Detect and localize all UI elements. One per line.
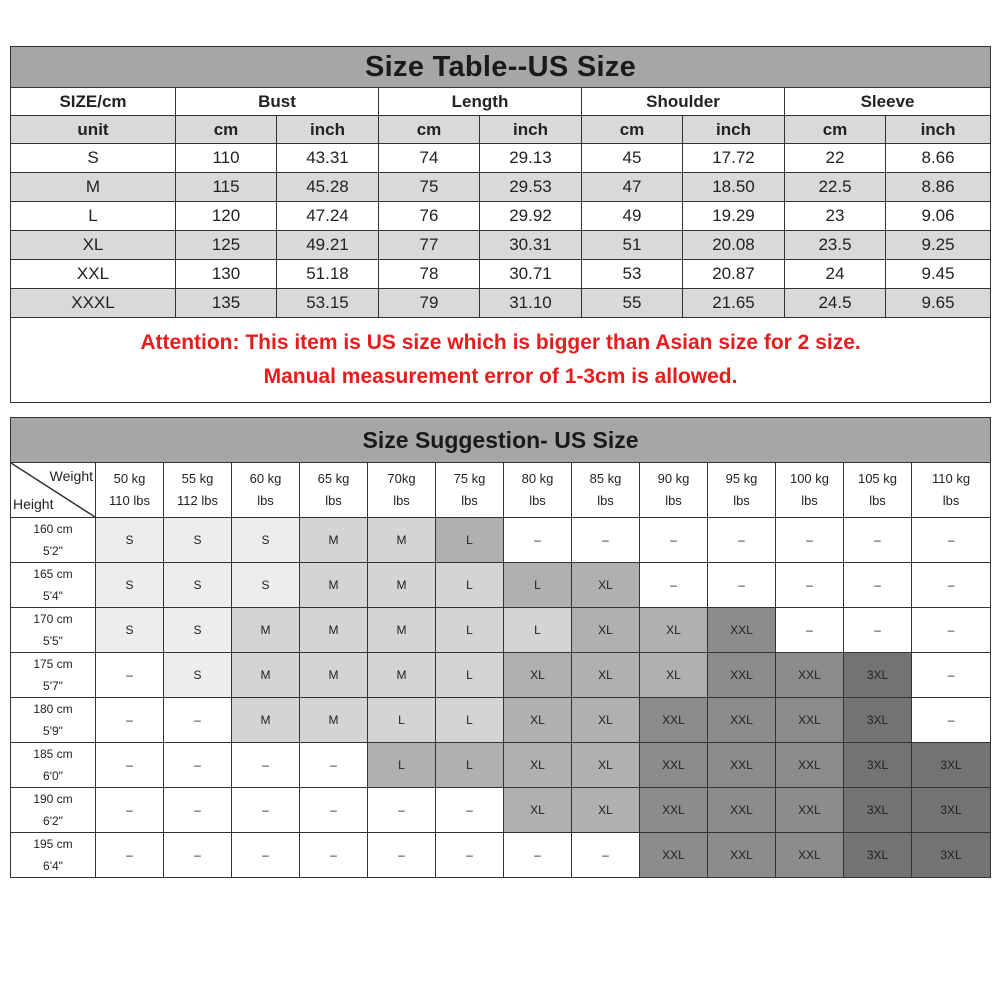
weight-header-row xyxy=(11,463,991,518)
size-label: XXXL xyxy=(11,289,176,318)
size-suggestion-table xyxy=(10,417,991,878)
suggested-size-cell: – xyxy=(912,563,991,608)
suggested-size-cell: XXL xyxy=(776,788,844,833)
measurement-cell: 45.28 xyxy=(277,173,379,202)
suggested-size-cell: – xyxy=(96,743,164,788)
height-label-cell xyxy=(11,563,96,608)
suggested-size-cell: – xyxy=(164,788,232,833)
unit-cell: cm xyxy=(176,116,277,144)
measurement-cell: 20.87 xyxy=(683,260,785,289)
suggested-size-cell: M xyxy=(300,608,368,653)
size-row xyxy=(11,231,991,260)
measurement-cell: 17.72 xyxy=(683,144,785,173)
suggested-size-cell: XL xyxy=(504,653,572,698)
suggested-size-cell: 3XL xyxy=(912,788,991,833)
suggested-size-cell: M xyxy=(300,518,368,563)
suggested-size-cell: – xyxy=(164,743,232,788)
suggested-size-cell: S xyxy=(232,518,300,563)
weight-height-corner xyxy=(11,463,96,518)
weight-lbs: 110 lbs xyxy=(109,493,150,508)
suggested-size-cell: S xyxy=(164,563,232,608)
suggested-size-cell: S xyxy=(232,563,300,608)
suggested-size-cell: S xyxy=(164,518,232,563)
suggested-size-cell: – xyxy=(436,788,504,833)
unit-cell: inch xyxy=(683,116,785,144)
height-ft: 6'0" xyxy=(43,769,63,783)
suggested-size-cell: M xyxy=(368,518,436,563)
suggested-size-cell: S xyxy=(96,518,164,563)
weight-lbs: lbs xyxy=(393,493,410,508)
measurement-cell: 79 xyxy=(379,289,480,318)
suggested-size-cell: M xyxy=(300,653,368,698)
measurement-cell: 55 xyxy=(582,289,683,318)
suggested-size-cell: XXL xyxy=(708,608,776,653)
size-label: XL xyxy=(11,231,176,260)
suggested-size-cell: – xyxy=(96,698,164,743)
suggested-size-cell: M xyxy=(232,653,300,698)
suggested-size-cell: – xyxy=(368,788,436,833)
weight-header-cell xyxy=(232,463,300,518)
suggested-size-cell: M xyxy=(368,653,436,698)
suggested-size-cell: – xyxy=(232,833,300,878)
size-row xyxy=(11,202,991,231)
suggested-size-cell: – xyxy=(776,608,844,653)
weight-lbs: lbs xyxy=(597,493,614,508)
suggested-size-cell: M xyxy=(368,608,436,653)
corner-weight-label: Weight xyxy=(49,468,93,484)
size-table-section xyxy=(10,46,990,403)
suggested-size-cell: – xyxy=(708,518,776,563)
suggested-size-cell: XL xyxy=(572,563,640,608)
size-label: XXL xyxy=(11,260,176,289)
height-row xyxy=(11,743,991,788)
weight-lbs: lbs xyxy=(733,493,750,508)
height-ft: 5'2" xyxy=(43,544,63,558)
suggested-size-cell: XXL xyxy=(708,833,776,878)
suggested-size-cell: XL xyxy=(504,788,572,833)
weight-header-cell xyxy=(708,463,776,518)
suggested-size-cell: 3XL xyxy=(844,743,912,788)
height-cm: 165 cm xyxy=(33,567,73,581)
weight-header-cell xyxy=(368,463,436,518)
corner-height-label: Height xyxy=(13,496,54,512)
height-cm: 195 cm xyxy=(33,837,73,851)
header-sleeve: Sleeve xyxy=(785,88,991,116)
weight-lbs: lbs xyxy=(801,493,818,508)
size-row xyxy=(11,173,991,202)
weight-lbs: lbs xyxy=(257,493,274,508)
size-row xyxy=(11,144,991,173)
suggested-size-cell: – xyxy=(300,788,368,833)
measurement-cell: 9.45 xyxy=(886,260,991,289)
suggested-size-cell: – xyxy=(504,833,572,878)
suggested-size-cell: – xyxy=(300,833,368,878)
weight-lbs: lbs xyxy=(942,493,960,508)
height-row xyxy=(11,698,991,743)
measurement-cell: 22.5 xyxy=(785,173,886,202)
weight-header-cell xyxy=(300,463,368,518)
height-label-cell xyxy=(11,788,96,833)
suggested-size-cell: L xyxy=(504,608,572,653)
measurement-cell: 49.21 xyxy=(277,231,379,260)
measurement-cell: 47 xyxy=(582,173,683,202)
measurement-cell: 29.53 xyxy=(480,173,582,202)
height-row xyxy=(11,563,991,608)
measurement-cell: 74 xyxy=(379,144,480,173)
height-label-cell xyxy=(11,698,96,743)
measurement-cell: 31.10 xyxy=(480,289,582,318)
measurement-cell: 9.25 xyxy=(886,231,991,260)
size-suggestion-section xyxy=(10,417,990,878)
weight-kg: 60 kg xyxy=(249,471,282,486)
height-ft: 5'4" xyxy=(43,589,63,603)
height-cm: 190 cm xyxy=(33,792,73,806)
suggested-size-cell: – xyxy=(844,518,912,563)
weight-kg: 90 kg xyxy=(657,471,690,486)
weight-kg: 55 kg xyxy=(181,471,214,486)
height-ft: 6'4" xyxy=(43,859,63,873)
weight-kg: 110 kg xyxy=(932,471,971,486)
suggested-size-cell: – xyxy=(572,833,640,878)
height-cm: 160 cm xyxy=(33,522,73,536)
suggested-size-cell: – xyxy=(368,833,436,878)
measurement-cell: 77 xyxy=(379,231,480,260)
measurement-cell: 29.13 xyxy=(480,144,582,173)
suggested-size-cell: XXL xyxy=(776,743,844,788)
suggested-size-cell: L xyxy=(436,518,504,563)
height-label-cell xyxy=(11,743,96,788)
height-cm: 180 cm xyxy=(33,702,73,716)
suggested-size-cell: XL xyxy=(572,743,640,788)
weight-kg: 75 kg xyxy=(453,471,486,486)
size-table-title: Size Table--US Size xyxy=(11,47,991,88)
height-row xyxy=(11,518,991,563)
measurement-cell: 75 xyxy=(379,173,480,202)
suggested-size-cell: – xyxy=(640,563,708,608)
measurement-cell: 43.31 xyxy=(277,144,379,173)
suggested-size-cell: – xyxy=(232,788,300,833)
measurement-cell: 130 xyxy=(176,260,277,289)
suggested-size-cell: XXL xyxy=(708,698,776,743)
weight-header-cell xyxy=(640,463,708,518)
measurement-cell: 23 xyxy=(785,202,886,231)
suggested-size-cell: – xyxy=(912,653,991,698)
measurement-cell: 20.08 xyxy=(683,231,785,260)
weight-kg: 70kg xyxy=(387,471,416,486)
suggested-size-cell: 3XL xyxy=(844,833,912,878)
size-row xyxy=(11,260,991,289)
suggested-size-cell: XXL xyxy=(776,698,844,743)
height-ft: 5'9" xyxy=(43,724,63,738)
suggested-size-cell: L xyxy=(436,698,504,743)
measurement-cell: 115 xyxy=(176,173,277,202)
suggested-size-cell: – xyxy=(776,563,844,608)
suggested-size-cell: L xyxy=(368,743,436,788)
height-row xyxy=(11,608,991,653)
height-label-cell xyxy=(11,833,96,878)
suggested-size-cell: – xyxy=(640,518,708,563)
height-label-cell xyxy=(11,518,96,563)
measurement-cell: 76 xyxy=(379,202,480,231)
suggested-size-cell: M xyxy=(300,563,368,608)
suggested-size-cell: – xyxy=(572,518,640,563)
header-shoulder: Shoulder xyxy=(582,88,785,116)
measurement-cell: 8.86 xyxy=(886,173,991,202)
suggested-size-cell: L xyxy=(368,698,436,743)
suggested-size-cell: 3XL xyxy=(912,743,991,788)
weight-kg: 65 kg xyxy=(317,471,350,486)
suggested-size-cell: S xyxy=(164,608,232,653)
suggested-size-cell: – xyxy=(504,518,572,563)
weight-kg: 95 kg xyxy=(725,471,758,486)
weight-header-cell xyxy=(436,463,504,518)
suggested-size-cell: 3XL xyxy=(844,698,912,743)
attention-line-2: Manual measurement error of 1-3cm is allowed. xyxy=(263,365,738,388)
weight-lbs: lbs xyxy=(461,493,478,508)
measurement-cell: 23.5 xyxy=(785,231,886,260)
weight-lbs: lbs xyxy=(869,493,886,508)
suggested-size-cell: – xyxy=(844,563,912,608)
suggested-size-cell: 3XL xyxy=(844,788,912,833)
attention-line-1: Attention: This item is US size which is bigger than Asian size for 2 size. xyxy=(140,331,861,354)
unit-cell: cm xyxy=(785,116,886,144)
weight-kg: 50 kg xyxy=(113,471,146,486)
weight-header-cell xyxy=(96,463,164,518)
suggested-size-cell: – xyxy=(96,833,164,878)
suggested-size-cell: M xyxy=(232,608,300,653)
size-label: M xyxy=(11,173,176,202)
suggested-size-cell: XL xyxy=(572,788,640,833)
suggested-size-cell: – xyxy=(708,563,776,608)
suggested-size-cell: – xyxy=(436,833,504,878)
weight-header-cell xyxy=(776,463,844,518)
suggested-size-cell: XXL xyxy=(776,653,844,698)
suggested-size-cell: XL xyxy=(572,608,640,653)
height-ft: 6'2" xyxy=(43,814,63,828)
weight-header-cell xyxy=(912,463,991,518)
measurement-cell: 120 xyxy=(176,202,277,231)
unit-cell: inch xyxy=(886,116,991,144)
measurement-cell: 51.18 xyxy=(277,260,379,289)
measurement-cell: 53.15 xyxy=(277,289,379,318)
size-label: S xyxy=(11,144,176,173)
suggested-size-cell: XL xyxy=(640,608,708,653)
measurement-cell: 8.66 xyxy=(886,144,991,173)
measurement-cell: 135 xyxy=(176,289,277,318)
suggested-size-cell: – xyxy=(96,788,164,833)
measurement-cell: 21.65 xyxy=(683,289,785,318)
measurement-cell: 29.92 xyxy=(480,202,582,231)
height-ft: 5'7" xyxy=(43,679,63,693)
header-bust: Bust xyxy=(176,88,379,116)
header-length: Length xyxy=(379,88,582,116)
suggested-size-cell: – xyxy=(912,608,991,653)
suggested-size-cell: – xyxy=(164,833,232,878)
height-row xyxy=(11,788,991,833)
size-row xyxy=(11,289,991,318)
measurement-cell: 125 xyxy=(176,231,277,260)
weight-lbs: lbs xyxy=(529,493,546,508)
measurement-cell: 51 xyxy=(582,231,683,260)
height-cm: 170 cm xyxy=(33,612,73,626)
weight-kg: 85 kg xyxy=(589,471,622,486)
header-size-cm: SIZE/cm xyxy=(11,88,176,116)
measurement-cell: 49 xyxy=(582,202,683,231)
suggested-size-cell: XXL xyxy=(708,653,776,698)
unit-cell: cm xyxy=(379,116,480,144)
suggested-size-cell: XXL xyxy=(776,833,844,878)
suggested-size-cell: XXL xyxy=(708,788,776,833)
suggested-size-cell: XL xyxy=(640,653,708,698)
suggested-size-cell: M xyxy=(368,563,436,608)
measurement-cell: 110 xyxy=(176,144,277,173)
weight-kg: 105 kg xyxy=(857,471,898,486)
weight-header-cell xyxy=(572,463,640,518)
suggested-size-cell: – xyxy=(912,518,991,563)
suggested-size-cell: L xyxy=(436,608,504,653)
height-cm: 185 cm xyxy=(33,747,73,761)
size-table xyxy=(10,46,991,403)
measurement-cell: 53 xyxy=(582,260,683,289)
suggested-size-cell: – xyxy=(164,698,232,743)
weight-kg: 80 kg xyxy=(521,471,554,486)
suggested-size-cell: L xyxy=(436,653,504,698)
suggested-size-cell: XXL xyxy=(640,698,708,743)
weight-lbs: 112 lbs xyxy=(177,493,218,508)
suggested-size-cell: S xyxy=(164,653,232,698)
measurement-cell: 9.65 xyxy=(886,289,991,318)
suggested-size-cell: M xyxy=(300,698,368,743)
suggested-size-cell: L xyxy=(436,743,504,788)
height-row xyxy=(11,653,991,698)
suggested-size-cell: L xyxy=(504,563,572,608)
suggested-size-cell: S xyxy=(96,608,164,653)
measurement-cell: 45 xyxy=(582,144,683,173)
suggested-size-cell: 3XL xyxy=(912,833,991,878)
suggested-size-cell: XXL xyxy=(640,833,708,878)
unit-label: unit xyxy=(11,116,176,144)
suggested-size-cell: – xyxy=(300,743,368,788)
height-cm: 175 cm xyxy=(33,657,73,671)
suggested-size-cell: XL xyxy=(572,653,640,698)
measurement-cell: 9.06 xyxy=(886,202,991,231)
height-label-cell xyxy=(11,608,96,653)
unit-row xyxy=(11,116,991,144)
weight-header-cell xyxy=(844,463,912,518)
suggested-size-cell: – xyxy=(912,698,991,743)
unit-cell: inch xyxy=(277,116,379,144)
unit-cell: inch xyxy=(480,116,582,144)
attention-note xyxy=(11,318,991,403)
suggested-size-cell: XL xyxy=(572,698,640,743)
measurement-cell: 19.29 xyxy=(683,202,785,231)
suggested-size-cell: – xyxy=(232,743,300,788)
suggested-size-cell: XXL xyxy=(708,743,776,788)
measurement-cell: 30.71 xyxy=(480,260,582,289)
suggested-size-cell: – xyxy=(96,653,164,698)
measurement-cell: 22 xyxy=(785,144,886,173)
measurement-cell: 47.24 xyxy=(277,202,379,231)
size-label: L xyxy=(11,202,176,231)
weight-lbs: lbs xyxy=(325,493,342,508)
measurement-cell: 78 xyxy=(379,260,480,289)
size-suggestion-title: Size Suggestion- US Size xyxy=(11,418,991,463)
suggested-size-cell: XL xyxy=(504,743,572,788)
suggested-size-cell: XXL xyxy=(640,743,708,788)
unit-cell: cm xyxy=(582,116,683,144)
suggested-size-cell: 3XL xyxy=(844,653,912,698)
suggested-size-cell: M xyxy=(232,698,300,743)
suggested-size-cell: XL xyxy=(504,698,572,743)
suggested-size-cell: L xyxy=(436,563,504,608)
measurement-cell: 18.50 xyxy=(683,173,785,202)
height-label-cell xyxy=(11,653,96,698)
weight-header-cell xyxy=(164,463,232,518)
measurement-cell: 30.31 xyxy=(480,231,582,260)
suggested-size-cell: S xyxy=(96,563,164,608)
suggested-size-cell: – xyxy=(776,518,844,563)
weight-kg: 100 kg xyxy=(789,471,830,486)
measurement-cell: 24.5 xyxy=(785,289,886,318)
height-row xyxy=(11,833,991,878)
height-ft: 5'5" xyxy=(43,634,63,648)
suggested-size-cell: – xyxy=(844,608,912,653)
weight-header-cell xyxy=(504,463,572,518)
suggested-size-cell: XXL xyxy=(640,788,708,833)
measurement-cell: 24 xyxy=(785,260,886,289)
weight-lbs: lbs xyxy=(665,493,682,508)
